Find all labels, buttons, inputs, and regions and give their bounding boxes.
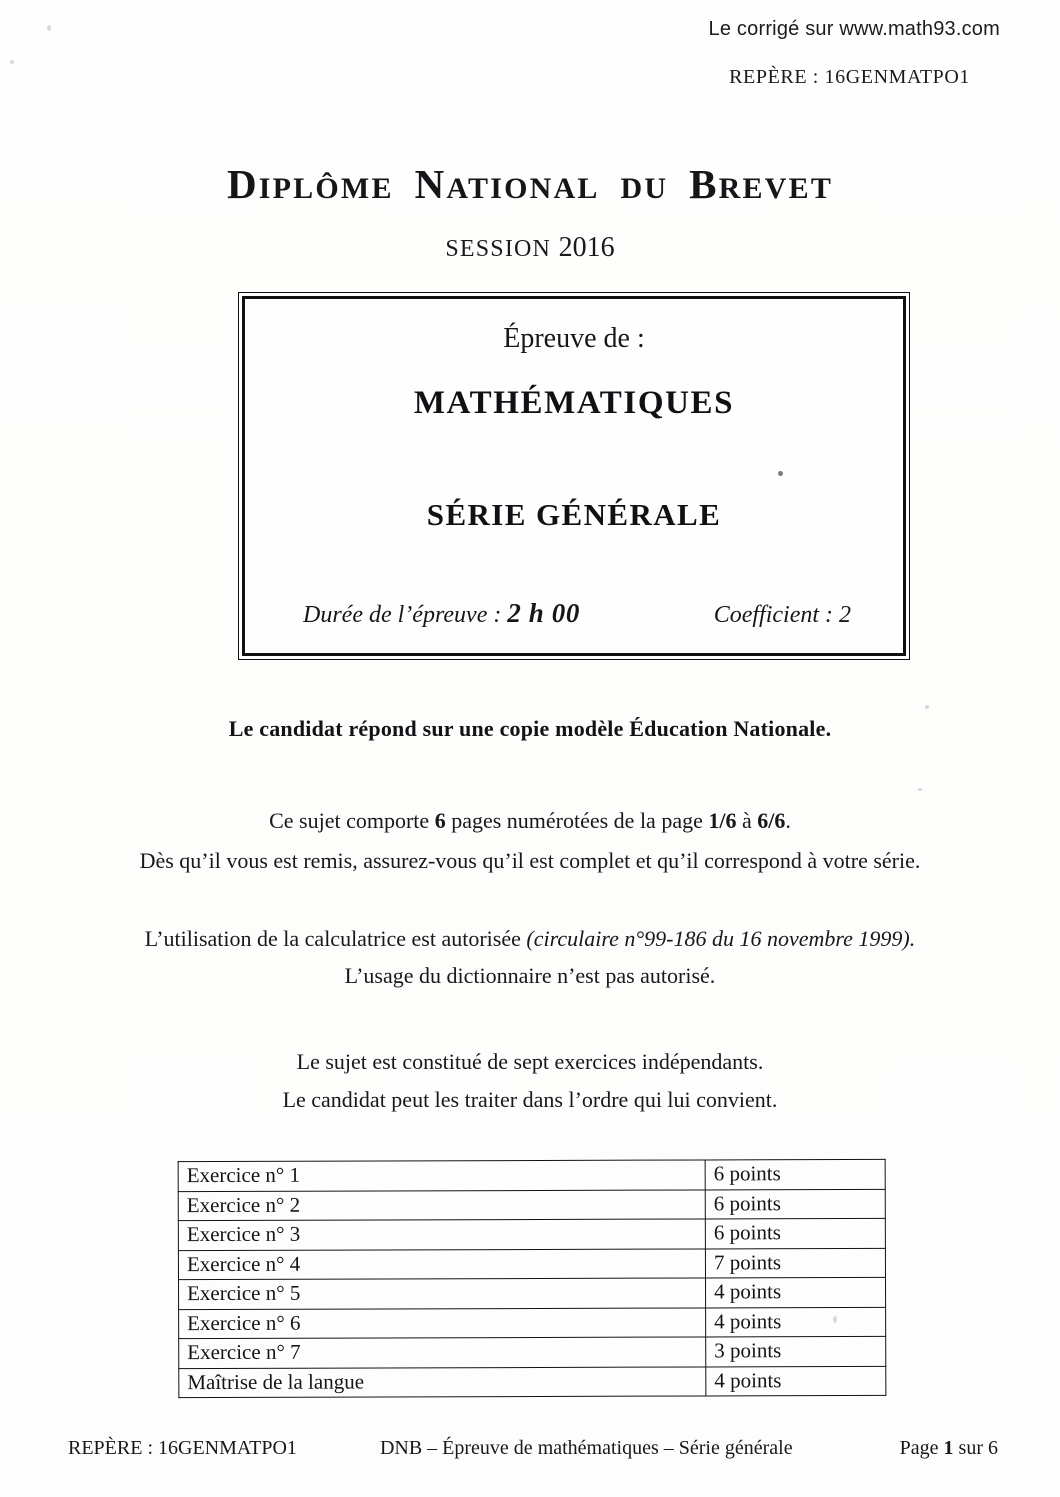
instruction-page-count	[0, 808, 1060, 834]
instruction-verifier-sujet: Dès qu’il vous est remis, assurez-vous qu’il est complet et qu’il correspond à votre série.	[139, 848, 921, 873]
instruction-ordre-exercices: Le candidat peut les traiter dans l’ordre qui lui convient.	[282, 1087, 778, 1112]
exam-coefficient: Coefficient : 2	[713, 602, 851, 628]
instruction-copie-modele: Le candidat répond sur une copie modèle Éducation Nationale.	[228, 716, 832, 741]
exercise-points: 6 points	[705, 1189, 885, 1219]
title-word-du: DU	[620, 172, 669, 205]
exercise-points: 4 points	[706, 1307, 886, 1337]
page-current: 1	[943, 1437, 954, 1459]
pages-text-part4: .	[785, 808, 791, 833]
instruction-nombre-exercices: Le sujet est constitué de sept exercices indépendants.	[296, 1049, 764, 1074]
exercise-points: 6 points	[705, 1218, 885, 1248]
exam-subject: MATHÉMATIQUES	[413, 385, 735, 421]
exam-info-frame	[238, 292, 910, 660]
exercise-label: Exercice n° 1	[178, 1160, 705, 1191]
page-prefix: Page	[899, 1437, 944, 1459]
duration-value: 2 h 00	[507, 598, 580, 628]
title-letter-b: B	[689, 161, 719, 207]
exercise-label: Exercice n° 6	[179, 1308, 706, 1339]
title-word-national-rest: ATIONAL	[446, 172, 600, 205]
points-table-body	[178, 1159, 886, 1397]
footer-exam-description: DNB – Épreuve de mathématiques – Série générale	[379, 1437, 793, 1459]
table-row	[178, 1248, 885, 1280]
table-row	[179, 1307, 886, 1339]
scan-speck	[778, 471, 783, 476]
scan-speck	[925, 705, 929, 709]
session-line	[0, 232, 1060, 264]
exercise-points: 3 points	[706, 1336, 886, 1366]
table-row	[178, 1189, 885, 1221]
pages-text-part2: pages numérotées de la page	[445, 808, 709, 833]
calculatrice-text: L’utilisation de la calculatrice est autorisée	[144, 926, 527, 951]
exercise-points: 6 points	[705, 1159, 885, 1189]
session-year: 2016	[558, 232, 615, 263]
footer-page-number	[900, 1437, 998, 1460]
page-footer	[68, 1437, 998, 1460]
exercise-label: Exercice n° 2	[178, 1189, 705, 1220]
calculatrice-circulaire-reference: (circulaire n°99-186 du 16 novembre 1999).	[526, 926, 916, 951]
exercise-label: Maîtrise de la langue	[179, 1367, 706, 1398]
exam-info-frame-inner	[242, 296, 906, 656]
exercise-points: 4 points	[706, 1366, 886, 1396]
exercise-label: Exercice n° 4	[178, 1249, 705, 1280]
table-row	[178, 1218, 885, 1250]
duration-label: Durée de l’épreuve :	[303, 602, 502, 628]
instruction-calculatrice	[0, 926, 1060, 952]
exam-serie: SÉRIE GÉNÉRALE	[426, 497, 722, 532]
exercise-label: Exercice n° 7	[179, 1337, 706, 1368]
footer-repere: REPÈRE : 16GENMATPO1	[68, 1437, 297, 1459]
table-row	[179, 1277, 886, 1309]
points-table-container	[178, 1159, 887, 1398]
table-row	[178, 1159, 885, 1191]
page-suffix: sur 6	[953, 1437, 998, 1459]
title-word-diplome-rest: IPLÔME	[258, 172, 394, 205]
scan-speck	[10, 60, 14, 64]
exercise-points: 7 points	[705, 1248, 885, 1278]
pages-range-to: 6/6	[757, 808, 786, 833]
page-title-diplome-national-du-brevet	[0, 160, 1060, 208]
table-row	[179, 1336, 886, 1368]
epreuve-label: Épreuve de :	[503, 323, 645, 354]
points-table	[178, 1159, 887, 1398]
site-credit-note: Le corrigé sur www.math93.com	[708, 18, 1000, 40]
exercise-points: 4 points	[706, 1277, 886, 1307]
exam-duration	[303, 598, 580, 629]
session-word: SESSION	[445, 236, 552, 262]
title-letter-n: N	[414, 161, 447, 207]
pages-range-from: 1/6	[708, 808, 737, 833]
exam-duration-coefficient-row	[303, 598, 861, 629]
exercise-label: Exercice n° 3	[178, 1219, 705, 1250]
repere-code-header: REPÈRE : 16GENMATPO1	[729, 66, 970, 88]
title-letter-d: D	[226, 161, 259, 207]
pages-count: 6	[434, 808, 446, 833]
instruction-dictionnaire: L’usage du dictionnaire n’est pas autorisé.	[344, 963, 716, 988]
scan-speck	[918, 788, 922, 791]
pages-text-part3: à	[736, 808, 758, 833]
table-row	[179, 1366, 886, 1398]
exercise-label: Exercice n° 5	[179, 1278, 706, 1309]
title-word-brevet-rest: REVET	[718, 172, 834, 205]
pages-text-part1: Ce sujet comporte	[269, 808, 435, 833]
